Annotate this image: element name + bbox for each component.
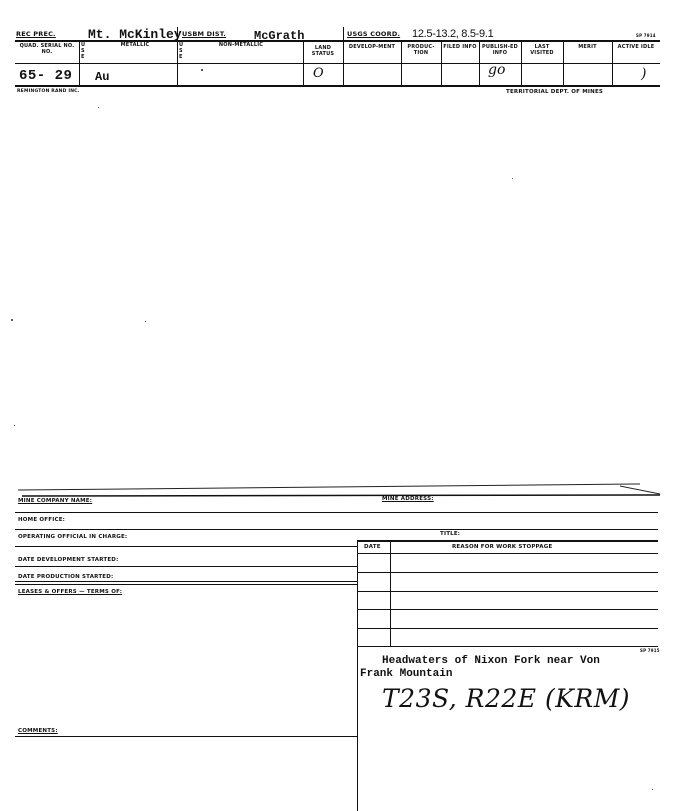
usgs-coord-value: 12.5-13.2, 8.5-9.1 xyxy=(412,28,494,40)
col-divider xyxy=(521,40,522,86)
col-divider xyxy=(343,27,344,86)
home-office-label: HOME OFFICE: xyxy=(18,517,66,523)
col-divider xyxy=(441,40,442,86)
bottom-form-number: SP 7915 xyxy=(640,648,660,653)
district-name: Mt. McKinley xyxy=(88,27,182,42)
scan-speck xyxy=(652,789,653,790)
location-line-1: Headwaters of Nixon Fork near Von xyxy=(382,655,600,667)
form-rule xyxy=(15,546,357,547)
col-production: PRODUC-TION xyxy=(407,44,435,56)
form-rule xyxy=(15,584,357,585)
ink-speck xyxy=(201,69,203,71)
scan-speck xyxy=(98,107,99,108)
printer-imprint: REMINGTON RAND INC. xyxy=(17,89,80,94)
mine-address-label: MINE ADDRESS: xyxy=(382,496,434,502)
operating-official-label: OPERATING OFFICIAL IN CHARGE: xyxy=(18,534,128,540)
form-rule xyxy=(15,529,658,530)
form-rule xyxy=(15,566,357,567)
date-development-label: DATE DEVELOPMENT STARTED: xyxy=(18,557,119,563)
mine-company-name-label: MINE COMPANY NAME: xyxy=(18,498,93,504)
form-rule xyxy=(357,609,658,610)
form-rule xyxy=(357,540,658,542)
col-development: DEVELOP-MENT xyxy=(348,44,396,50)
usbm-dist-value: McGrath xyxy=(254,29,305,43)
col-published-info: PUBLISH-ED INFO xyxy=(481,44,518,56)
form-rule xyxy=(357,572,658,573)
col-divider xyxy=(612,40,613,86)
col-divider xyxy=(303,40,304,86)
scan-speck xyxy=(11,319,13,321)
col-last-visited: LAST VISITED xyxy=(530,44,554,56)
location-line-2: Frank Mountain xyxy=(360,668,453,680)
dept-imprint: TERRITORIAL DEPT. OF MINES xyxy=(506,89,604,95)
date-col-divider xyxy=(390,540,391,646)
metallic-value: Au xyxy=(95,70,110,84)
col-land-status: LAND STATUS xyxy=(311,45,335,57)
active-idle-value: ) xyxy=(641,66,647,82)
leases-offers-label: LEASES & OFFERS — TERMS OF: xyxy=(18,589,123,595)
scan-speck xyxy=(14,425,15,426)
scan-speck xyxy=(512,178,513,179)
form-divider xyxy=(357,540,358,811)
col-quad-serial: QUAD. SERIAL NO. NO. xyxy=(19,43,75,55)
form-rule xyxy=(357,646,658,647)
date-column-header: DATE xyxy=(364,544,381,550)
card-edge xyxy=(0,476,678,498)
comments-label: COMMENTS: xyxy=(18,728,58,734)
col-divider xyxy=(479,40,480,86)
form-rule xyxy=(15,581,357,582)
col-merit: MERIT xyxy=(578,44,597,50)
usbm-dist-label: USBM DIST. xyxy=(182,30,227,38)
usgs-coord-label: USGS COORD. xyxy=(347,30,401,38)
col-metallic: METALLIC xyxy=(120,42,150,48)
reason-column-header: REASON FOR WORK STOPPAGE xyxy=(452,544,553,550)
scan-speck xyxy=(145,321,146,322)
col-filed-info: FILED INFO xyxy=(443,44,477,50)
quad-serial-value: 65- 29 xyxy=(19,68,73,84)
township-range-note: T23S, R22E (KRM) xyxy=(382,684,631,713)
col-use-right: U S E xyxy=(179,42,184,60)
form-number: SP 7914 xyxy=(636,33,656,38)
col-divider xyxy=(79,40,80,86)
form-rule xyxy=(357,628,658,629)
form-rule xyxy=(15,736,357,737)
form-rule xyxy=(357,591,658,592)
col-divider xyxy=(563,40,564,86)
col-non-metallic: NON-METALLIC xyxy=(218,42,264,48)
col-divider xyxy=(401,40,402,86)
form-rule xyxy=(357,553,658,554)
title-label: TITLE: xyxy=(440,531,461,537)
col-use-left: U S E xyxy=(81,42,86,60)
published-info-value: go xyxy=(488,62,506,78)
form-rule xyxy=(15,512,658,513)
col-active-idle: ACTIVE IDLE xyxy=(617,44,655,50)
rec-prec-label: REC PREC. xyxy=(16,30,56,38)
land-status-value: O xyxy=(313,66,324,81)
date-production-label: DATE PRODUCTION STARTED: xyxy=(18,574,114,580)
